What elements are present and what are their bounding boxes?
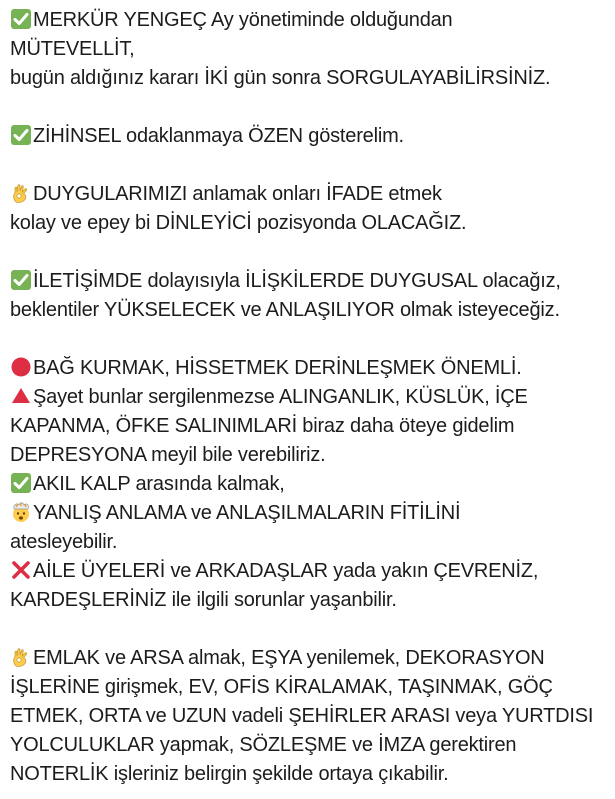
ok-hand-icon [10,646,32,668]
text-line [10,441,605,470]
paragraph-gap [10,238,605,267]
text-line [10,354,605,383]
paragraph-1-line-2: MÜTEVELLİT, [10,38,135,60]
paragraph-3-line-2: kolay ve epey bi DİNLEYİCİ pozisyonda OLACAĞIZ. [10,212,467,234]
red-triangle-icon [10,385,32,407]
paragraph-6-line-3: ETMEK, ORTA ve UZUN vadeli ŞEHİRLER ARASI veya YURTDISI [10,705,594,727]
paragraph-2-line-1: ZİHİNSEL odaklanmaya ÖZEN gösterelim. [33,125,404,147]
paragraph-gap [10,615,605,644]
check-mark-icon [10,124,32,146]
text-line [10,702,605,731]
text-line [10,470,605,499]
block-1-line-1: BAĞ KURMAK, HİSSETMEK DERİNLEŞMEK ÖNEMLİ. [33,357,522,379]
text-line [10,383,605,412]
text-line [10,412,605,441]
paragraph-1-line-3: bugün aldığınız kararı İKİ gün sonra SORGULAYABİLİRSİNİZ. [10,67,551,89]
text-line [10,557,605,586]
paragraph-6-line-2: İŞLERİNE girişmek, EV, OFİS KİRALAMAK, TAŞINMAK, GÖÇ [10,676,553,698]
paragraph-gap [10,325,605,354]
text-line [10,586,605,615]
text-line [10,267,605,296]
paragraph-gap [10,93,605,122]
block-4-line-1: YANLIŞ ANLAMA ve ANLAŞILMALARIN FİTİLİNİ [33,502,461,524]
check-mark-icon [10,269,32,291]
paragraph-6-line-4: YOLCULUKLAR yapmak, SÖZLEŞME ve İMZA gerektiren [10,734,517,756]
block-3-line-1: AKIL KALP arasında kalmak, [33,473,285,495]
red-circle-icon [10,356,32,378]
text-line [10,180,605,209]
text-line [10,296,605,325]
check-mark-icon [10,8,32,30]
paragraph-1-line-1: MERKÜR YENGEÇ Ay yönetiminde olduğundan [33,9,453,31]
paragraph-4-line-1: İLETİŞİMDE dolayısıyla İLİŞKİLERDE DUYGUSAL olacağız, [33,270,561,292]
paragraph-3-line-1: DUYGULARIMIZI anlamak onları İFADE etmek [33,183,442,205]
block-4-line-2: atesleyebilir. [10,531,118,553]
text-line [10,209,605,238]
check-mark-icon [10,472,32,494]
text-line [10,528,605,557]
block-5-line-1: AİLE ÜYELERİ ve ARKADAŞLAR yada yakın ÇEVRENİZ, [33,560,539,582]
ok-hand-icon [10,182,32,204]
cross-mark-icon [10,559,32,581]
text-line [10,35,605,64]
text-line [10,760,605,789]
block-2-line-1: Şayet bunlar sergilenmezse ALINGANLIK, KÜSLÜK, İÇE [33,386,528,408]
text-line [10,644,605,673]
block-2-line-3: DEPRESYONA meyil bile verebiliriz. [10,444,326,466]
paragraph-6-line-5: NOTERLİK işleriniz belirgin şekilde ortaya çıkabilir. [10,763,449,785]
text-line [10,64,605,93]
block-5-line-2: KARDEŞLERİNİZ ile ilgili sorunlar yaşanbilir. [10,589,397,611]
text-line [10,731,605,760]
text-line [10,499,605,528]
block-2-line-2: KAPANMA, ÖFKE SALINIMLARİ biraz daha öteye gidelim [10,415,515,437]
paragraph-6-line-1: EMLAK ve ARSA almak, EŞYA yenilemek, DEKORASYON [33,647,545,669]
text-line [10,6,605,35]
exploding-head-icon [10,501,32,523]
text-line [10,122,605,151]
paragraph-gap [10,151,605,180]
text-line [10,673,605,702]
paragraph-4-line-2: beklentiler YÜKSELECEK ve ANLAŞILIYOR olmak isteyeceğiz. [10,299,560,321]
